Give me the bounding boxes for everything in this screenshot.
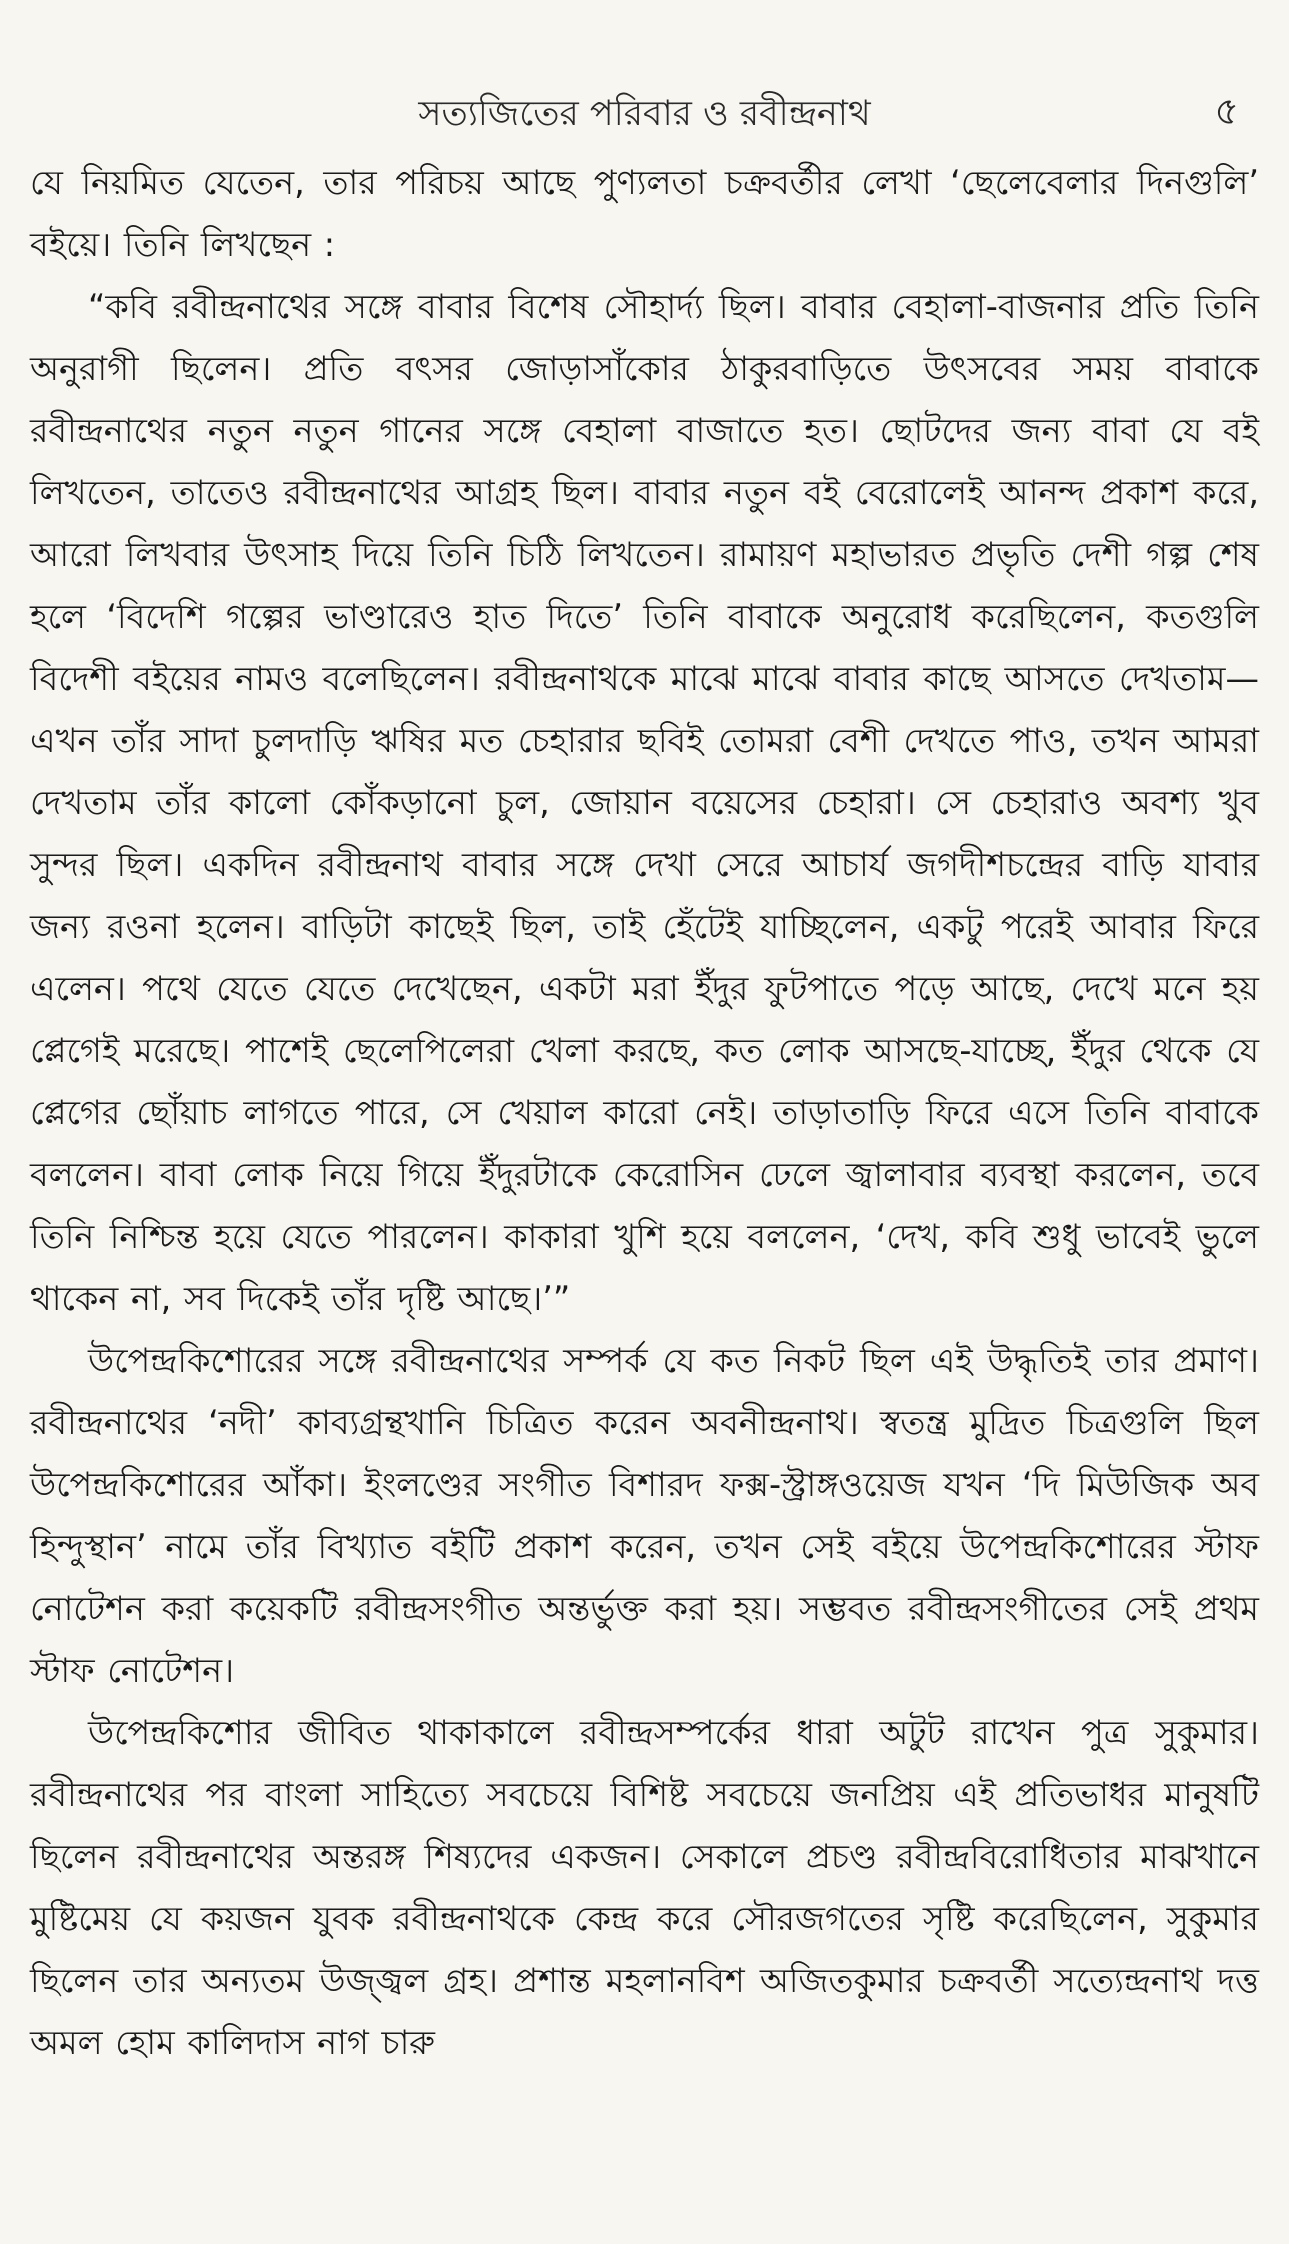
paragraph: উপেন্দ্রকিশোরের সঙ্গে রবীন্দ্রনাথের সম্পর্ক যে কত নিকট ছিল এই উদ্ধৃতিই তার প্রমাণ। রবীন্দ্রনাথের ‘নদী’ কাব্যগ্রন্থখানি চিত্রিত করেন অবনীন্দ্রনাথ। স্বতন্ত্র মুদ্রিত চিত্রগুলি ছিল উপেন্দ্রকিশোরের আঁকা। ইংলণ্ডের সংগীত বিশারদ ফক্স-স্ট্রাঙ্গওয়েজ যখন ‘দি মিউজিক অব হিন্দুস্থান’ নামে তাঁর বিখ্যাত বইটি প্রকাশ করেন, তখন সেই বইয়ে উপেন্দ্রকিশোরের স্টাফ নোটেশন করা কয়েকটি রবীন্দ্রসংগীত অন্তর্ভুক্ত করা হয়। সম্ভবত রবীন্দ্রসংগীতের সেই প্রথম স্টাফ নোটেশন। <box>30 1341 1259 1690</box>
page-number: ৫ <box>1214 89 1239 133</box>
paragraph-continuation: যে নিয়মিত যেতেন, তার পরিচয় আছে পুণ্যলতা চক্রবর্তীর লেখা ‘ছেলেবেলার দিনগুলি’ বইয়ে। তিনি লিখছেন : <box>30 163 1259 264</box>
paragraph: উপেন্দ্রকিশোর জীবিত থাকাকালে রবীন্দ্রসম্পর্কের ধারা অটুট রাখেন পুত্র সুকুমার। রবীন্দ্রনাথের পর বাংলা সাহিত্যে সবচেয়ে বিশিষ্ট সবচেয়ে জনপ্রিয় এই প্রতিভাধর মানুষটি ছিলেন রবীন্দ্রনাথের অন্তরঙ্গ শিষ্যদের একজন। সেকালে প্রচণ্ড রবীন্দ্রবিরোধিতার মাঝখানে মুষ্টিমেয় যে কয়জন যুবক রবীন্দ্রনাথকে কেন্দ্র করে সৌরজগতের সৃষ্টি করেছিলেন, সুকুমার ছিলেন তার অন্যতম উজ্জ্বল গ্রহ। প্রশান্ত মহলানবিশ অজিতকুমার চক্রবর্তী সত্যেন্দ্রনাথ দত্ত অমল হোম কালিদাস নাগ চারু <box>30 1713 1259 2062</box>
running-title: সত্যজিতের পরিবার ও রবীন্দ্রনাথ <box>418 94 871 134</box>
page-header <box>30 78 1259 138</box>
paragraph-quotation: “কবি রবীন্দ্রনাথের সঙ্গে বাবার বিশেষ সৌহার্দ্য ছিল। বাবার বেহালা-বাজনার প্রতি তিনি অনুরাগী ছিলেন। প্রতি বৎসর জোড়াসাঁকোর ঠাকুরবাড়িতে উৎসবের সময় বাবাকে রবীন্দ্রনাথের নতুন নতুন গানের সঙ্গে বেহালা বাজাতে হত। ছোটদের জন্য বাবা যে বই লিখতেন, তাতেও রবীন্দ্রনাথের আগ্রহ ছিল। বাবার নতুন বই বেরোলেই আনন্দ প্রকাশ করে, আরো লিখবার উৎসাহ দিয়ে তিনি চিঠি লিখতেন। রামায়ণ মহাভারত প্রভৃতি দেশী গল্প শেষ হলে ‘বিদেশি গল্পের ভাণ্ডারেও হাত দিতে’ তিনি বাবাকে অনুরোধ করেছিলেন, কতগুলি বিদেশী বইয়ের নামও বলেছিলেন। রবীন্দ্রনাথকে মাঝে মাঝে বাবার কাছে আসতে দেখতাম—এখন তাঁর সাদা চুলদাড়ি ঋষির মত চেহারার ছবিই তোমরা বেশী দেখতে পাও, তখন আমরা দেখতাম তাঁর কালো কোঁকড়ানো চুল, জোয়ান বয়েসের চেহারা। সে চেহারাও অবশ্য খুব সুন্দর ছিল। একদিন রবীন্দ্রনাথ বাবার সঙ্গে দেখা সেরে আচার্য জগদীশচন্দ্রের বাড়ি যাবার জন্য রওনা হলেন। বাড়িটা কাছেই ছিল, তাই হেঁটেই যাচ্ছিলেন, একটু পরেই আবার ফিরে এলেন। পথে যেতে যেতে দেখেছেন, একটা মরা ইঁদুর ফুটপাতে পড়ে আছে, দেখে মনে হয় প্লেগেই মরেছে। পাশেই ছেলেপিলেরা খেলা করছে, কত লোক আসছে-যাচ্ছে, ইঁদুর থেকে যে প্লেগের ছোঁয়াচ লাগতে পারে, সে খেয়াল কারো নেই। তাড়াতাড়ি ফিরে এসে তিনি বাবাকে বললেন। বাবা লোক নিয়ে গিয়ে ইঁদুরটাকে কেরোসিন ঢেলে জ্বালাবার ব্যবস্থা করলেন, তবে তিনি নিশ্চিন্ত হয়ে যেতে পারলেন। কাকারা খুশি হয়ে বললেন, ‘দেখ, কবি শুধু ভাবেই ভুলে থাকেন না, সব দিকেই তাঁর দৃষ্টি আছে।’” <box>30 287 1259 1318</box>
body-text <box>30 152 1259 2074</box>
